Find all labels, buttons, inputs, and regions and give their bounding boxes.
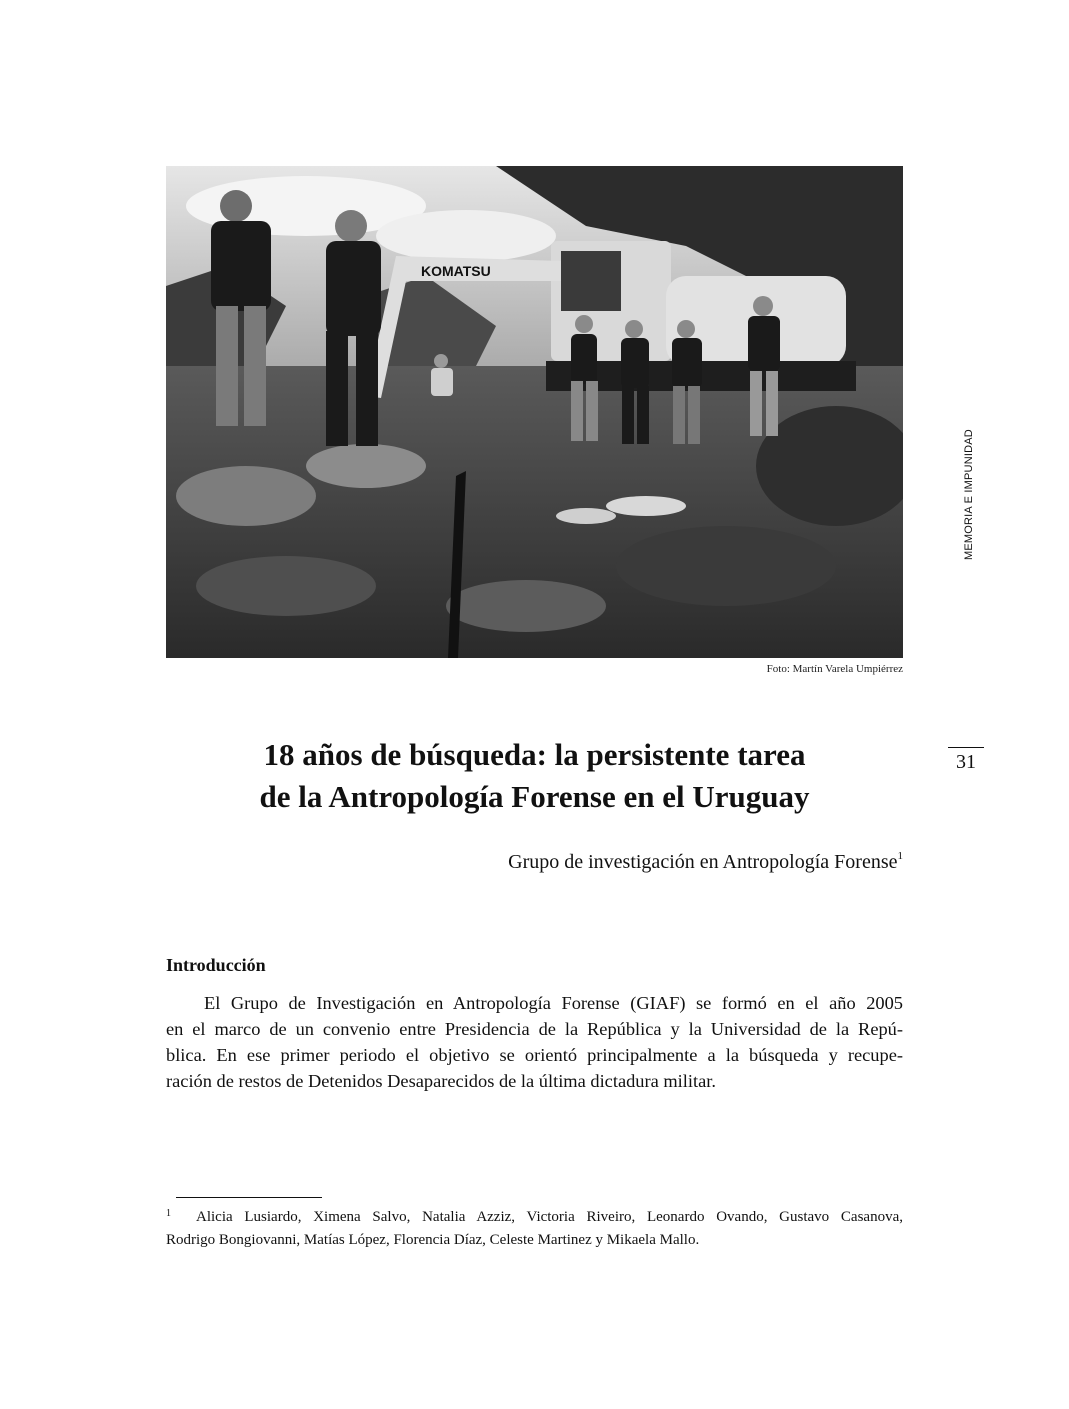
article-title xyxy=(166,734,903,818)
excavation-photo xyxy=(166,166,903,658)
footnote-reference[interactable]: 1 xyxy=(897,850,903,862)
body-line: blica. En ese primer periodo el objetivo se orientó principalmente a la búsqueda y recupe- xyxy=(166,1045,903,1065)
footnote-line: 1 Alicia Lusiardo, Ximena Salvo, Natalia Azziz, Victoria Riveiro, Leonardo Ovando, Gustavo Casanova, xyxy=(166,1208,903,1225)
photo-caption: Foto: Martín Varela Umpiérrez xyxy=(766,663,903,675)
body-line: ración de restos de Detenidos Desaparecidos de la última dictadura militar. xyxy=(166,1071,716,1091)
footnote-text: Alicia Lusiardo, Ximena Salvo, Natalia Azziz, Victoria Riveiro, Leonardo Ovando, Gustavo Casanova, xyxy=(196,1209,903,1225)
page-number-rule xyxy=(948,747,984,748)
photo-excavation-icon xyxy=(166,166,903,658)
footnote xyxy=(166,1206,903,1252)
body-line: en el marco de un convenio entre Presidencia de la República y la Universidad de la Repú- xyxy=(166,1019,903,1039)
running-head: MEMORIA E IMPUNIDAD xyxy=(963,429,975,560)
article-title-line-1: 18 años de búsqueda: la persistente tarea xyxy=(263,737,806,772)
footnote-separator xyxy=(176,1197,322,1198)
svg-text:KOMATSU: KOMATSU xyxy=(421,263,491,279)
article-title-line-2: de la Antropología Forense en el Uruguay xyxy=(259,779,810,814)
author-line xyxy=(508,851,903,874)
footnote-line: Rodrigo Bongiovanni, Matías López, Florencia Díaz, Celeste Martinez y Mikaela Mallo. xyxy=(166,1232,700,1248)
section-heading: Introducción xyxy=(166,955,266,975)
body-line: El Grupo de Investigación en Antropología Forense (GIAF) se formó en el año 2005 xyxy=(204,993,903,1013)
page-number: 31 xyxy=(956,751,976,773)
body-paragraph xyxy=(166,990,903,1094)
author-name: Grupo de investigación en Antropología Forense xyxy=(508,851,898,873)
